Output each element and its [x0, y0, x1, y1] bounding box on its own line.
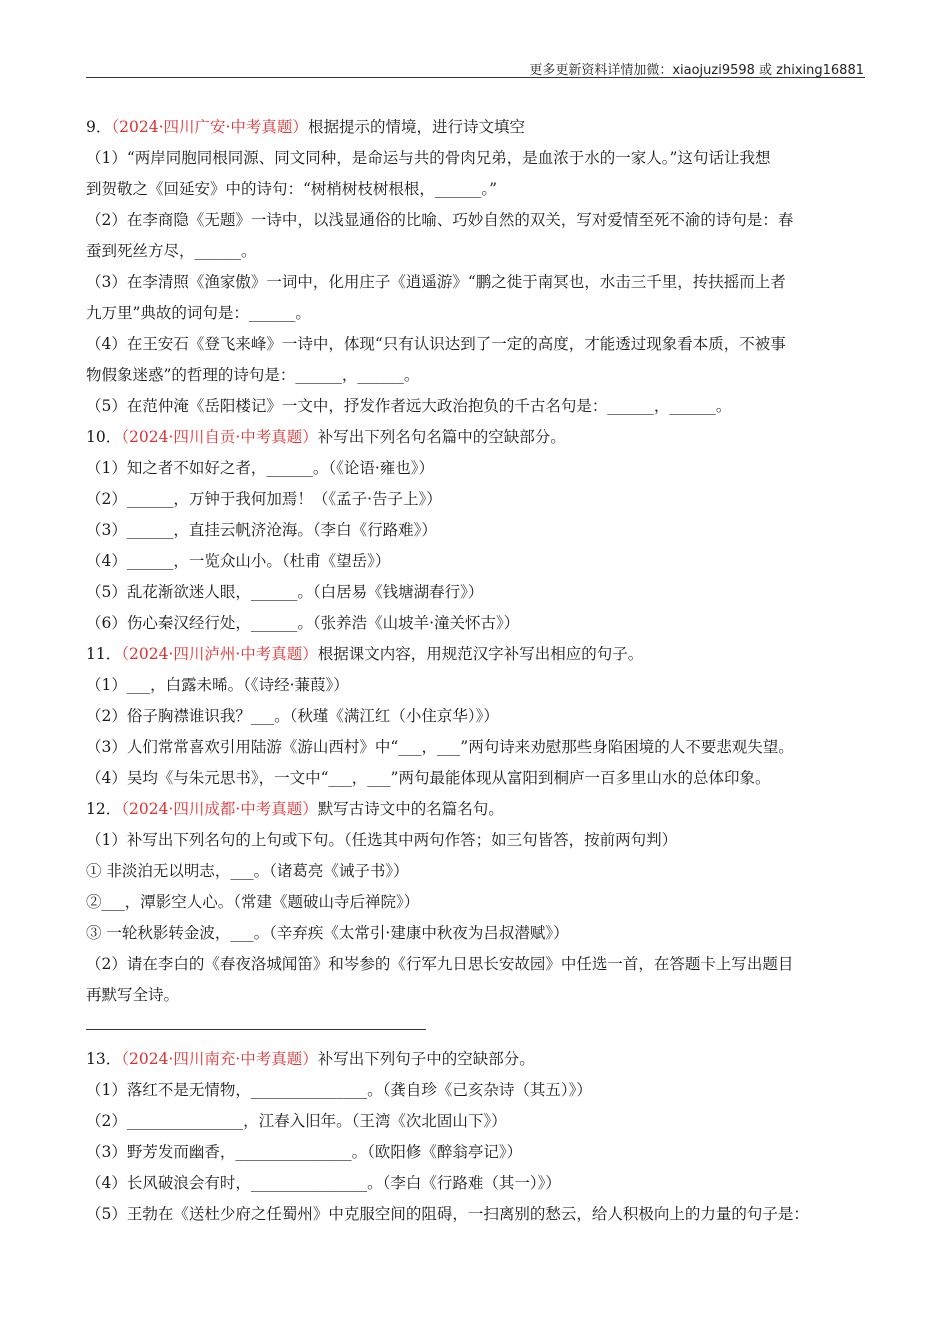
text-line: （1）补写出下列名句的上句或下句。（任选其中两句作答；如三句皆答，按前两句判）	[86, 831, 678, 849]
text-line: 物假象迷惑”的哲理的诗句是：______，______。	[86, 366, 420, 384]
text-line: （2）______，万钟于我何加焉！（《孟子·告子上》）	[86, 490, 442, 508]
question-heading	[86, 112, 866, 143]
question-prompt: 补写出下列句子中的空缺部分。	[317, 1050, 535, 1068]
text-line: （2）_______________，江春入旧年。（王湾《次北固山下》）	[86, 1112, 507, 1130]
text-line: （1）落红不是无情物，_______________。（龚自珍《己亥杂诗（其五）》）	[86, 1081, 592, 1099]
question-prompt: 补写出下列名句名篇中的空缺部分。	[317, 428, 566, 446]
question-source: （2024·四川自贡·中考真题）	[121, 428, 318, 446]
question-heading	[86, 794, 866, 825]
question-prompt: 默写古诗文中的名篇名句。	[317, 800, 504, 818]
questions-part-1	[86, 112, 866, 1011]
text-line: （5）乱花渐欲迷人眼，______。（白居易《钱塘湖春行》）	[86, 583, 484, 601]
text-line: （5）王勃在《送杜少府之任蜀州》中克服空间的阻碍，一扫离别的愁云，给人积极向上的力量的句子是：	[86, 1205, 809, 1223]
text-line: ②___，潭影空人心。（常建《题破山寺后禅院》）	[86, 893, 420, 911]
text-line: （4）在王安石《登飞来峰》一诗中，体现“只有认识达到了一定的高度，才能透过现象看本质，不被事	[86, 335, 786, 353]
document-body	[86, 112, 866, 1230]
text-line: （3）在李清照《渔家傲》一词中，化用庄子《逍遥游》“鹏之徙于南冥也，水击三千里，抟扶摇而上者	[86, 273, 786, 291]
text-line: （1）“两岸同胞同根同源、同文同种，是命运与共的骨肉兄弟，是血浓于水的一家人。”这句话让我想	[86, 149, 771, 167]
text-line: ③ 一轮秋影转金波，___。（辛弃疾《太常引·建康中秋夜为吕叔潜赋》）	[86, 924, 569, 942]
text-line: 再默写全诗。	[86, 986, 180, 1004]
header-divider	[86, 77, 865, 78]
text-line: （4）______，一览众山小。（杜甫《望岳》）	[86, 552, 391, 570]
text-line: 九万里”典故的词句是：______。	[86, 304, 311, 322]
text-line: 到贺敬之《回延安》中的诗句：“树梢树枝树根根，______。”	[86, 180, 498, 198]
text-line: （1）___，白露未晞。（《诗经·蒹葭》）	[86, 676, 349, 694]
questions-part-2	[86, 1044, 866, 1230]
text-line: （3）野芳发而幽香，_______________。（欧阳修《醉翁亭记》）	[86, 1143, 523, 1161]
question-number: 11．	[86, 645, 122, 663]
question-heading	[86, 639, 866, 670]
question-source: （2024·四川广安·中考真题）	[111, 118, 308, 136]
text-line: （3）______，直挂云帆济沧海。（李白《行路难》）	[86, 521, 437, 539]
text-line: 蚕到死丝方尽，______。	[86, 242, 257, 260]
question-number: 9．	[86, 118, 112, 136]
header-note: 更多更新资料详情加微：xiaojuzi9598 或 zhixing16881	[529, 63, 864, 78]
question-source: （2024·四川南充·中考真题）	[121, 1050, 318, 1068]
text-line: （2）请在李白的《春夜洛城闻笛》和岑参的《行军九日思长安故园》中任选一首，在答题卡上写出题目	[86, 955, 794, 973]
text-line: （4）吴均《与朱元思书》，一文中“___，___”两句最能体现从富阳到桐庐一百多里山水的总体印象。	[86, 769, 771, 787]
question-number: 13．	[86, 1050, 122, 1068]
question-prompt: 根据课文内容，用规范汉字补写出相应的句子。	[317, 645, 644, 663]
section-divider	[86, 1029, 426, 1030]
text-line: （5）在范仲淹《岳阳楼记》一文中，抒发作者远大政治抱负的千古名句是：______，______。	[86, 397, 732, 415]
question-heading	[86, 422, 866, 453]
question-source: （2024·四川泸州·中考真题）	[121, 645, 318, 663]
question-number: 12．	[86, 800, 122, 818]
question-source: （2024·四川成都·中考真题）	[121, 800, 318, 818]
text-line: （2）在李商隐《无题》一诗中，以浅显通俗的比喻、巧妙自然的双关，写对爱情至死不渝的诗句是：春	[86, 211, 794, 229]
text-line: （6）伤心秦汉经行处，______。（张养浩《山坡羊·潼关怀古》）	[86, 614, 520, 632]
text-line: （1）知之者不如好之者，______。（《论语·雍也》）	[86, 459, 435, 477]
text-line: （4）长风破浪会有时，_______________。（李白《行路难（其一）》）	[86, 1174, 561, 1192]
question-prompt: 根据提示的情境，进行诗文填空	[307, 118, 525, 136]
question-number: 10．	[86, 428, 122, 446]
text-line: （2）俗子胸襟谁识我？___。（秋瑾《满江红（小住京华）》）	[86, 707, 499, 725]
question-heading	[86, 1044, 866, 1075]
text-line: （3）人们常常喜欢引用陆游《游山西村》中“___，___”两句诗来劝慰那些身陷困境的人不要悲观失望。	[86, 738, 794, 756]
text-line: ① 非淡泊无以明志，___。（诸葛亮《诫子书》）	[86, 862, 409, 880]
